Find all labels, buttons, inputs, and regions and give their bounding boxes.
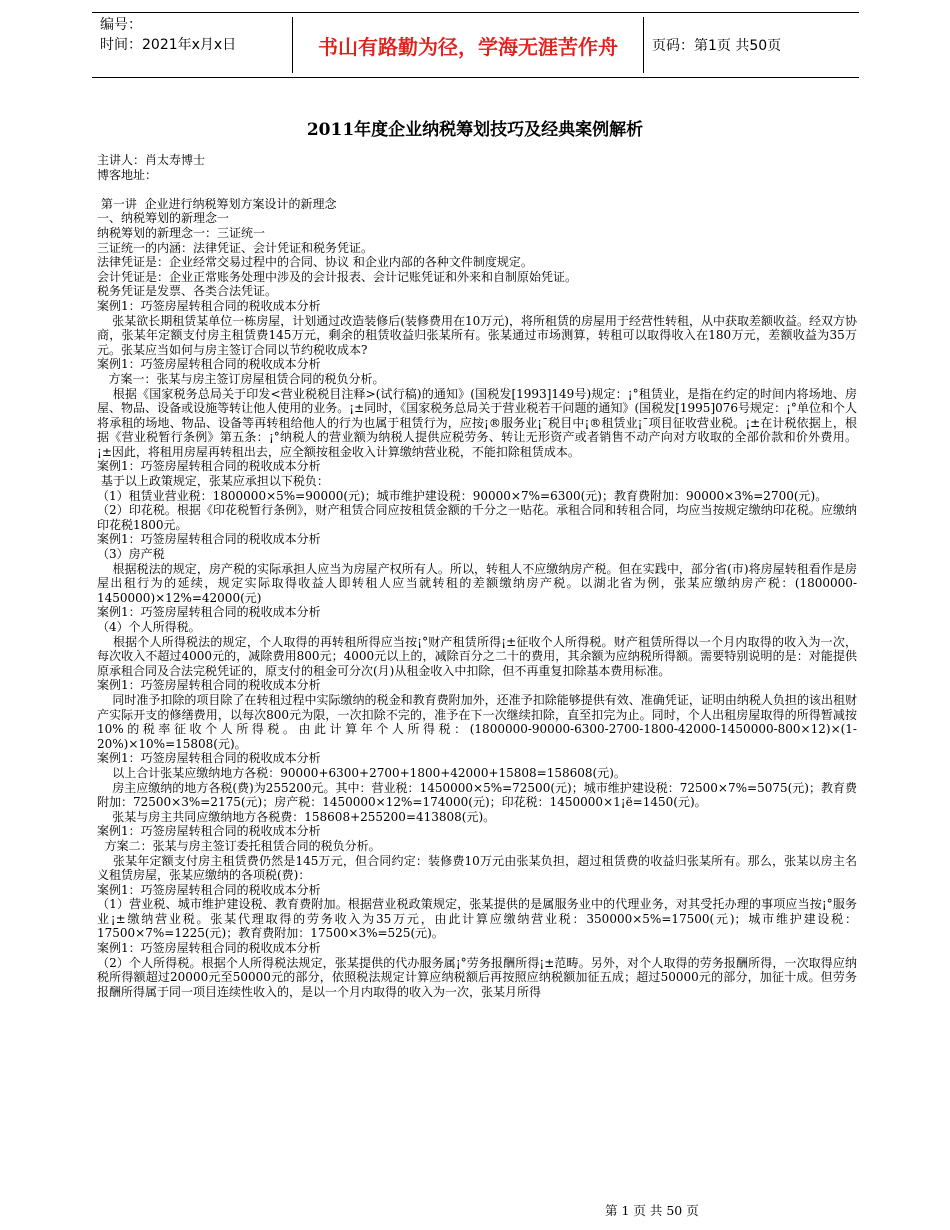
body-paragraph: 案例1：巧签房屋转租合同的税收成本分析 (97, 941, 321, 956)
body-paragraph: 案例1：巧签房屋转租合同的税收成本分析 (97, 298, 321, 313)
header-page-number: 页码：第1页 共50页 (652, 38, 782, 54)
body-paragraph: 房主应缴纳的地方各税(费)为255200元。其中：营业税：1450000×5%=72500(元)；城市维护建设税：72500×7%=5075(元)；教育费附加：72500×3%=2175(元)；房产税：1450000×12%=174000(元)；印花税：1450000×1¡ë=1450(元)。 (97, 780, 857, 810)
body-paragraph: 案例1：巧签房屋转租合同的税收成本分析 (97, 751, 321, 766)
body-paragraph: 案例1：巧签房屋转租合同的税收成本分析 (97, 532, 321, 547)
body-paragraph: （2）个人所得税。根据个人所得税法规定，张某提供的代办服务属¡°劳务报酬所得¡±范畴。另外，对个人取得的劳务报酬所得，一次取得应纳税所得额超过20000元至50000元的部分，依照税法规定计算应纳税额后再按照应纳税额加征五成；超过50000元的部分，加征十成。但劳务报酬所得属于同一项目连续性收入的，是以一个月内取得的收入为一次，张某月所得 (97, 955, 857, 999)
body-paragraph: 根据税法的规定，房产税的实际承担人应当为房屋产权所有人。所以，转租人不应缴纳房产税。但在实践中，部分省(市)将房屋转租看作是房屋出租行为的延续，规定实际取得收益人即转租人应当就转租的差额缴纳房产税。以湖北省为例，张某应缴纳房产税：(1800000-1450000)×12%=42000(元) (97, 561, 857, 605)
body-paragraph: 案例1：巧签房屋转租合同的税收成本分析 (97, 357, 321, 372)
document-title: 2011年度企业纳税筹划技巧及经典案例解析 (306, 120, 644, 140)
page-footer: 第 1 页 共 50 页 (605, 1203, 699, 1218)
body-paragraph (97, 182, 857, 197)
body-paragraph: 主讲人：肖太寿博士 (97, 153, 206, 167)
body-paragraph: 法律凭证是：企业经常交易过程中的合同、协议 和企业内部的各种文件制度规定。 (97, 255, 533, 270)
header-meta (92, 13, 292, 77)
document-time-label: 时间：2021年x月x日 (100, 37, 237, 53)
body-paragraph: 案例1：巧签房屋转租合同的税收成本分析 (97, 824, 321, 839)
body-paragraph: 根据个人所得税法的规定，个人取得的再转租所得应当按¡°财产租赁所得¡±征收个人所得税。财产租赁所得以一个月内取得的收入为一次，每次收入不超过4000元的，减除费用800元；4000元以上的，减除百分之二十的费用，其余额为应纳税所得额。需要特别说明的是：对能提供原承租合同及合法完税凭证的，原支付的租金可分次(月)从租金收入中扣除，但不再重复扣除基本费用标准。 (97, 634, 857, 678)
body-paragraph: 博客地址： (97, 167, 158, 182)
body-paragraph: （2）印花税。根据《印花税暂行条例》，财产租赁合同应按租赁金额的千分之一贴花。承租合同和转租合同，均应当按规定缴纳印花税。应缴纳印花税1800元。 (97, 503, 857, 532)
body-paragraph: （1）租赁业营业税：1800000×5%=90000(元)；城市维护建设税：90000×7%=6300(元)；教育费附加：90000×3%=2700(元)。 (97, 488, 828, 503)
body-paragraph: 税务凭证是发票、各类合法凭证。 (97, 284, 278, 299)
body-paragraph: 三证统一的内涵：法律凭证、会计凭证和税务凭证。 (97, 240, 374, 255)
body-paragraph: 张某年定额支付房主租赁费仍然是145万元，但合同约定：装修费10万元由张某负担，超过租赁费的收益归张某所有。那么，张某以房主名义租赁房屋，张某应缴纳的各项税(费)： (97, 853, 857, 883)
body-paragraph: 案例1：巧签房屋转租合同的税收成本分析 (97, 678, 321, 693)
body-paragraph: 方案一：张某与房主签订房屋租赁合同的税负分析。 (97, 371, 385, 386)
body-paragraph: 方案二：张某与房主签订委托租赁合同的税负分析。 (97, 838, 381, 853)
body-paragraph: 纳税筹划的新理念一：三证统一 (97, 225, 266, 240)
body-paragraph: 根据《国家税务总局关于印发<营业税税目注释>(试行稿)的通知》(国税发[1993]149号)规定：¡°租赁业，是指在约定的时间内将场地、房屋、物品、设备或设施等转让他人使用的业务。¡±同时，《国家税务总局关于营业税若干问题的通知》(国税发[1995]076号规定：¡°单位和个人将承租的场地、物品、设备等再转租给他人的行为也属于租赁行为，应按¡®服务业¡¯税目中¡®租赁业¡¯项目征收营业税。¡±在计税依据上，根据《营业税暂行条例》第五条：¡°纳税人的营业额为纳税人提供应税劳务、转让无形资产或者销售不动产向对方收取的全部价款和价外费用。¡±因此，将租用房屋再转租出去，应全额按租金收入计算缴纳营业税，不能扣除租赁成本。 (97, 386, 857, 459)
body-paragraph: 案例1：巧签房屋转租合同的税收成本分析 (97, 882, 321, 897)
body-paragraph: 会计凭证是：企业正常账务处理中涉及的会计报表、会计记账凭证和外来和自制原始凭证。 (97, 269, 578, 284)
document-body (97, 153, 857, 999)
body-paragraph: 张某与房主共同应缴纳地方各税费：158608+255200=413808(元)。 (97, 809, 496, 824)
header-motto: 书山有路勤为径，学海无涯苦作舟 (292, 17, 644, 73)
body-paragraph: 基于以上政策规定，张某应承担以下税负： (97, 474, 329, 489)
body-paragraph: （1）营业税、城市维护建设税、教育费附加。根据营业税政策规定，张某提供的是属服务业中的代理业务，对其受托办理的事项应当按¡°服务业¡±缴纳营业税。张某代理取得的劳务收入为35万元，由此计算应缴纳营业税：350000×5%=17500(元)；城市维护建设税：17500×7%=1225(元)；教育费附加：17500×3%=525(元)。 (97, 897, 857, 941)
body-paragraph: 一、纳税筹划的新理念一 (97, 211, 230, 226)
body-paragraph: 张某欲长期租赁某单位一栋房屋，计划通过改造装修后(装修费用在10万元)，将所租赁的房屋用于经营性转租，从中获取差额收益。经双方协商，张某年定额支付房主租赁费145万元，剩余的租赁收益归张某所有。张某通过市场测算，转租可以取得收入在180万元，差额收益为35万元。张某应当如何与房主签订合同以节约税收成本? (97, 313, 857, 357)
body-paragraph: （4）个人所得税。 (97, 620, 201, 634)
page-header (92, 12, 859, 78)
body-paragraph: 第一讲 企业进行纳税筹划方案设计的新理念 (97, 196, 337, 211)
body-paragraph: （3）房产税 (97, 547, 165, 562)
body-paragraph: 案例1：巧签房屋转租合同的税收成本分析 (97, 459, 321, 474)
document-number-label: 编号： (100, 17, 142, 33)
body-paragraph: 同时准予扣除的项目除了在转租过程中实际缴纳的税金和教育费附加外，还准予扣除能够提供有效、准确凭证，证明由纳税人负担的该出租财产实际开支的修缮费用，以每次800元为限，一次扣除不完的，准予在下一次继续扣除，直至扣完为止。同时，个人出租房屋取得的所得暂减按10%的税率征收个人所得税。由此计算年个人所得税：(1800000-90000-6300-2700-1800-42000-1450000-800×12)×(1-20%)×10%=15808(元)。 (97, 692, 857, 751)
body-paragraph: 案例1：巧签房屋转租合同的税收成本分析 (97, 605, 321, 620)
body-paragraph: 以上合计张某应缴纳地方各税：90000+6300+2700+1800+42000+15808=158608(元)。 (97, 765, 626, 780)
